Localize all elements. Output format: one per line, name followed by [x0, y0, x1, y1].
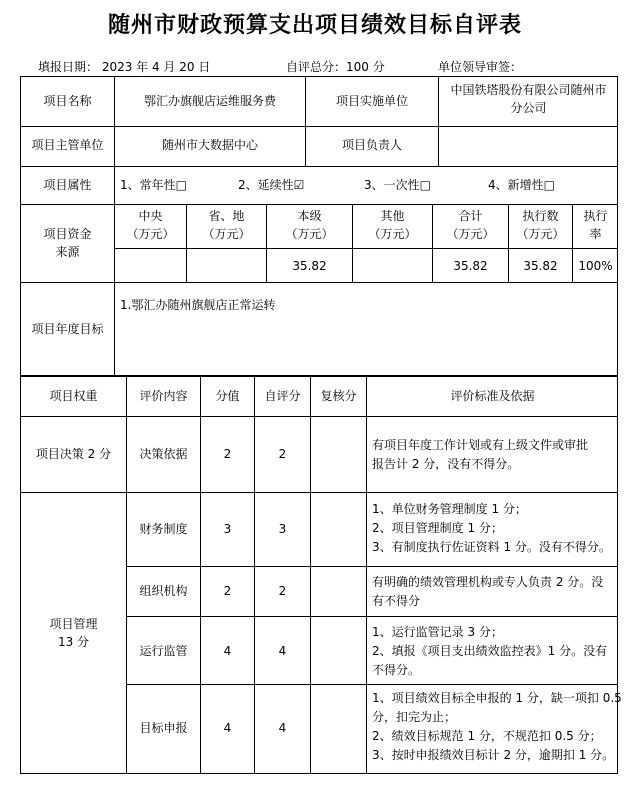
- eval-header-score: 分值: [215, 389, 240, 403]
- score-decision-basis: 2: [223, 447, 232, 461]
- self-score-decision-basis: 2: [278, 447, 287, 461]
- score-financial-system: 3: [223, 522, 232, 536]
- criteria-target-line4: 3、按时申报绩效目标计 2 分，逾期扣 1 分。: [372, 748, 615, 762]
- funding-header-central: 中央: [138, 209, 163, 223]
- supervisor-label: 项目主管单位: [31, 138, 104, 152]
- criteria-supervision-line3: 不得分。: [372, 663, 421, 677]
- criteria-supervision-line1: 1、运行监管记录 3 分；: [372, 625, 503, 639]
- funding-header-local: 本级: [297, 209, 322, 223]
- weight-decision: 项目决策 2 分: [35, 447, 112, 461]
- funding-value-rate: 100%: [578, 259, 613, 273]
- attribute-option-continuing: 2、延续性☑: [238, 178, 305, 192]
- funding-value-local: 35.82: [292, 259, 327, 273]
- funding-header-local-unit: （万元）: [285, 227, 334, 241]
- content-financial-system: 财务制度: [139, 522, 188, 536]
- criteria-decision-line1: 有项目年度工作计划或有上级文件或审批: [372, 438, 589, 452]
- content-decision-basis: 决策依据: [139, 447, 188, 461]
- funding-header-rate: 执行: [583, 209, 608, 223]
- attribute-option-onetime: 3、一次性□: [364, 178, 431, 192]
- funding-label-line1: 项目资金: [43, 227, 92, 241]
- attributes-label: 项目属性: [43, 178, 92, 192]
- impl-unit-line1: 中国铁塔股份有限公司随州市: [450, 83, 607, 97]
- criteria-organization-line2: 有不得分: [372, 594, 421, 608]
- criteria-financial-line1: 1、单位财务管理制度 1 分；: [372, 502, 527, 516]
- criteria-financial-line3: 3、有制度执行佐证资料 1 分。没有不得分。: [372, 540, 611, 554]
- attribute-option-annual: 1、常年性□: [120, 178, 187, 192]
- funding-header-province: 省、地: [208, 209, 245, 223]
- criteria-supervision-line2: 2、填报《项目支出绩效监控表》1 分。没有: [372, 644, 608, 658]
- criteria-financial-line2: 2、项目管理制度 1 分；: [372, 521, 503, 535]
- criteria-target-line1: 1、项目绩效目标全申报的 1 分，缺一项扣 0.5: [372, 691, 622, 705]
- self-score-organization: 2: [278, 584, 287, 598]
- criteria-decision-line2: 报告计 2 分，没有不得分。: [372, 457, 520, 471]
- eval-header-review-score: 复核分: [320, 389, 357, 403]
- eval-header-content: 评价内容: [139, 389, 188, 403]
- impl-unit-label: 项目实施单位: [335, 94, 408, 108]
- funding-label-line2: 来源: [55, 245, 80, 259]
- score-organization: 2: [223, 584, 232, 598]
- funding-header-rate-line2: 率: [589, 227, 602, 241]
- page-title: 随州市财政预算支出项目绩效目标自评表: [107, 13, 522, 38]
- funding-header-province-unit: （万元）: [202, 227, 251, 241]
- impl-unit-line2: 分公司: [510, 101, 547, 115]
- fill-date: 填报日期： 2023 年 4 月 20 日: [38, 60, 211, 74]
- score-target-declaration: 4: [223, 721, 232, 735]
- score-supervision: 4: [223, 644, 232, 658]
- project-name-label: 项目名称: [43, 94, 92, 108]
- funding-header-total: 合计: [458, 209, 483, 223]
- content-supervision: 运行监管: [139, 644, 188, 658]
- content-target-declaration: 目标申报: [139, 721, 188, 735]
- self-score-target-declaration: 4: [278, 721, 287, 735]
- criteria-target-line3: 2、绩效目标规范 1 分，不规范扣 0.5 分；: [372, 729, 602, 743]
- eval-header-criteria: 评价标准及依据: [450, 389, 535, 403]
- leader-review: 单位领导审签：: [438, 60, 523, 74]
- funding-header-total-unit: （万元）: [446, 227, 495, 241]
- funding-value-total: 35.82: [453, 259, 488, 273]
- annual-goal-label: 项目年度目标: [31, 322, 104, 336]
- funding-header-other: 其他: [380, 209, 405, 223]
- content-organization: 组织机构: [139, 584, 188, 598]
- funding-value-executed: 35.82: [523, 259, 558, 273]
- manager-label: 项目负责人: [341, 138, 402, 152]
- criteria-organization-line1: 有明确的绩效管理机构或专人负责 2 分。没: [372, 575, 604, 589]
- eval-header-weight: 项目权重: [49, 389, 98, 403]
- funding-header-executed-unit: （万元）: [516, 227, 565, 241]
- attribute-option-new: 4、新增性□: [488, 178, 555, 192]
- weight-management: 项目管理: [49, 617, 98, 631]
- funding-header-central-unit: （万元）: [126, 227, 175, 241]
- criteria-target-line2: 分，扣完为止；: [372, 710, 457, 724]
- funding-header-other-unit: （万元）: [368, 227, 417, 241]
- total-score: 自评总分：100 分: [286, 60, 385, 74]
- self-score-supervision: 4: [278, 644, 287, 658]
- eval-header-self-score: 自评分: [264, 389, 301, 403]
- weight-management-score: 13 分: [57, 635, 90, 649]
- funding-header-executed: 执行数: [522, 209, 559, 223]
- annual-goal-text: 1.鄂汇办随州旗舰店正常运转: [120, 298, 276, 312]
- self-score-financial-system: 3: [278, 522, 287, 536]
- project-name: 鄂汇办旗舰店运维服务费: [143, 94, 276, 108]
- supervisor-unit: 随州市大数据中心: [161, 138, 258, 152]
